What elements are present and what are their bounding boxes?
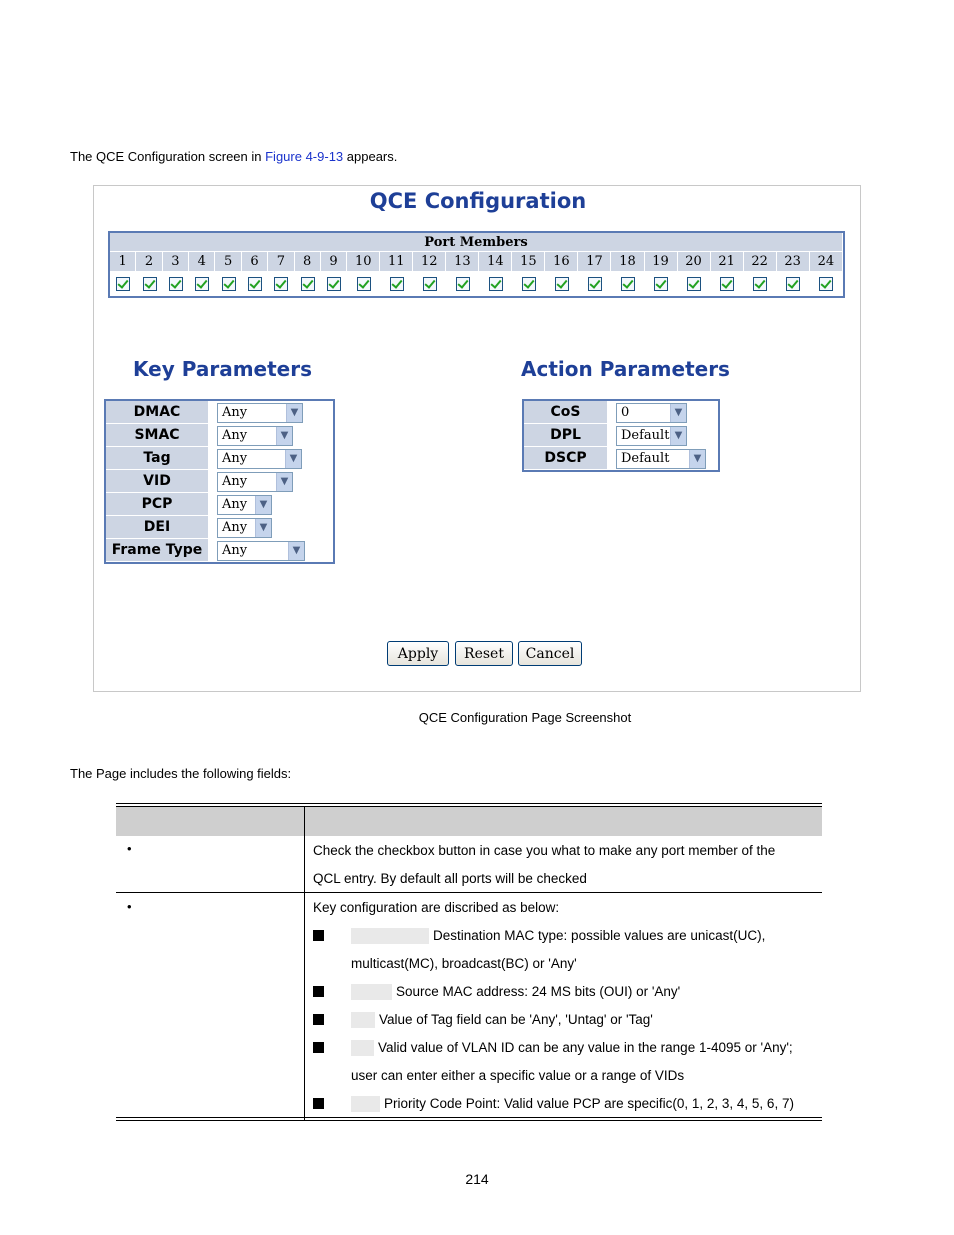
cancel-button[interactable]: Cancel (518, 641, 582, 666)
cos-select[interactable] (616, 403, 687, 423)
row2-bullet: • (127, 899, 132, 914)
port-number-23: 23 (777, 252, 810, 272)
tag-row (106, 447, 333, 470)
port-checkbox-cell-10 (347, 272, 380, 296)
frame-type-select[interactable] (217, 541, 305, 561)
port-checkbox-cell-22 (744, 272, 777, 296)
smac-row (106, 424, 333, 447)
port-checkbox-cell-1 (110, 272, 136, 296)
smac-select[interactable] (217, 426, 293, 446)
port-12-checkbox[interactable] (423, 277, 437, 291)
intro-before: The QCE Configuration screen in (70, 149, 266, 164)
dei-label: DEI (106, 516, 211, 539)
vid-select[interactable] (217, 472, 293, 492)
row1-desc-line2: QCL entry. By default all ports will be checked (313, 871, 587, 886)
dmac-value-cell (211, 401, 333, 424)
port-10-checkbox[interactable] (357, 277, 371, 291)
port-checkbox-cell-24 (810, 272, 843, 296)
port-5-checkbox[interactable] (222, 277, 236, 291)
dmac-row (106, 401, 333, 424)
port-checkbox-cell-7 (268, 272, 294, 296)
port-18-checkbox[interactable] (621, 277, 635, 291)
tag-value-cell (211, 447, 333, 470)
vid-row (106, 470, 333, 493)
port-8-checkbox[interactable] (301, 277, 315, 291)
pcp-desc (351, 1090, 794, 1118)
port-number-row (110, 252, 843, 272)
cos-label: CoS (524, 401, 610, 424)
port-number-1: 1 (110, 252, 136, 272)
port-number-19: 19 (645, 252, 678, 272)
action-parameters-table (522, 399, 720, 472)
dmac-select-value: Any (222, 405, 248, 420)
port-19-checkbox[interactable] (654, 277, 668, 291)
port-number-14: 14 (479, 252, 512, 272)
square-bullet-icon (313, 930, 324, 941)
square-bullet-icon (313, 1014, 324, 1025)
intro-text (70, 149, 397, 164)
dmac-desc-line1 (351, 922, 765, 950)
tag-select-value: Any (222, 451, 248, 466)
redacted-term (351, 928, 429, 944)
port-checkbox-cell-14 (479, 272, 512, 296)
port-21-checkbox[interactable] (720, 277, 734, 291)
chevron-down-icon[interactable]: ▼ (276, 427, 292, 445)
port-number-20: 20 (678, 252, 711, 272)
dscp-label: DSCP (524, 447, 610, 470)
apply-button[interactable]: Apply (387, 641, 449, 666)
chevron-down-icon[interactable]: ▼ (255, 519, 271, 537)
tag-label: Tag (106, 447, 211, 470)
port-number-22: 22 (744, 252, 777, 272)
key-parameters-title: Key Parameters (133, 357, 312, 381)
table-top-rule (116, 803, 822, 804)
port-checkbox-cell-9 (321, 272, 347, 296)
pcp-label: PCP (106, 493, 211, 516)
port-2-checkbox[interactable] (143, 277, 157, 291)
qce-title: QCE Configuration (369, 189, 587, 213)
port-checkbox-row (110, 272, 843, 296)
port-checkbox-cell-2 (136, 272, 162, 296)
square-bullet-icon (313, 986, 324, 997)
port-checkbox-cell-12 (413, 272, 446, 296)
intro-after: appears. (343, 149, 398, 164)
port-checkbox-cell-3 (163, 272, 189, 296)
port-checkbox-cell-13 (446, 272, 479, 296)
chevron-down-icon[interactable]: ▼ (670, 427, 686, 445)
port-number-13: 13 (446, 252, 479, 272)
port-checkbox-cell-11 (380, 272, 413, 296)
dscp-select[interactable] (616, 449, 706, 469)
action-parameters-title: Action Parameters (521, 357, 730, 381)
port-3-checkbox[interactable] (169, 277, 183, 291)
port-checkbox-cell-19 (645, 272, 678, 296)
row1-desc-line1: Check the checkbox button in case you what to make any port member of the (313, 843, 776, 858)
port-number-17: 17 (578, 252, 611, 272)
smac-select-value: Any (222, 428, 248, 443)
redacted-term (351, 1096, 380, 1112)
frame-type-value-cell (211, 539, 333, 562)
pcp-select-value: Any (222, 497, 248, 512)
cos-select-value: 0 (621, 405, 630, 420)
port-checkbox-cell-8 (295, 272, 321, 296)
qce-screenshot (93, 185, 861, 692)
port-checkbox-cell-6 (242, 272, 268, 296)
dscp-row (524, 447, 718, 470)
key-parameters-table (104, 399, 335, 564)
frame-type-label: Frame Type (106, 539, 211, 562)
pcp-row (106, 493, 333, 516)
dscp-select-value: Default (621, 451, 670, 466)
vid-desc-line2: user can enter either a specific value or a range of VIDs (351, 1068, 685, 1083)
figure-caption: QCE Configuration Page Screenshot (418, 710, 632, 725)
port-number-8: 8 (295, 252, 321, 272)
port-15-checkbox[interactable] (522, 277, 536, 291)
dmac-desc-line2: multicast(MC), broadcast(BC) or 'Any' (351, 956, 577, 971)
port-checkbox-cell-17 (578, 272, 611, 296)
redacted-term (351, 1012, 375, 1028)
cos-value-cell (610, 401, 718, 424)
port-checkbox-cell-18 (611, 272, 644, 296)
port-checkbox-cell-23 (777, 272, 810, 296)
pcp-desc-text: Priority Code Point: Valid value PCP are specific(0, 1, 2, 3, 4, 5, 6, 7) (384, 1096, 794, 1111)
port-11-checkbox[interactable] (390, 277, 404, 291)
port-number-2: 2 (136, 252, 162, 272)
row2-intro: Key configuration are discribed as below: (313, 900, 560, 915)
port-23-checkbox[interactable] (786, 277, 800, 291)
port-number-15: 15 (512, 252, 545, 272)
dpl-value-cell (610, 424, 718, 447)
smac-desc (351, 978, 680, 1006)
port-20-checkbox[interactable] (687, 277, 701, 291)
dmac-label: DMAC (106, 401, 211, 424)
dpl-select[interactable] (616, 426, 687, 446)
smac-value-cell (211, 424, 333, 447)
chevron-down-icon[interactable]: ▼ (255, 496, 271, 514)
smac-desc-text: Source MAC address: 24 MS bits (OUI) or 'Any' (396, 984, 681, 999)
dei-row (106, 516, 333, 539)
tag-desc (351, 1006, 653, 1034)
port-13-checkbox[interactable] (456, 277, 470, 291)
dei-select-value: Any (222, 520, 248, 535)
port-number-3: 3 (163, 252, 189, 272)
row-divider (116, 892, 822, 893)
port-checkbox-cell-20 (678, 272, 711, 296)
square-bullet-icon (313, 1098, 324, 1109)
port-number-18: 18 (611, 252, 644, 272)
dmac-select[interactable] (217, 403, 303, 423)
port-number-12: 12 (413, 252, 446, 272)
row1-bullet: • (127, 841, 132, 856)
reset-button[interactable]: Reset (455, 641, 513, 666)
page-number: 214 (465, 1171, 489, 1187)
port-checkbox-cell-15 (512, 272, 545, 296)
port-members-table (108, 231, 845, 298)
chevron-down-icon[interactable]: ▼ (689, 450, 705, 468)
port-checkbox-cell-4 (189, 272, 215, 296)
port-number-16: 16 (545, 252, 578, 272)
port-16-checkbox[interactable] (555, 277, 569, 291)
vid-value-cell (211, 470, 333, 493)
chevron-down-icon[interactable]: ▼ (286, 404, 302, 422)
dpl-label: DPL (524, 424, 610, 447)
redacted-term (351, 984, 392, 1000)
port-number-21: 21 (711, 252, 744, 272)
port-number-10: 10 (347, 252, 380, 272)
dpl-row (524, 424, 718, 447)
redacted-term (351, 1040, 374, 1056)
port-1-checkbox[interactable] (116, 277, 130, 291)
port-members-header: Port Members (110, 233, 843, 252)
port-checkbox-cell-5 (215, 272, 241, 296)
cos-row (524, 401, 718, 424)
frame-type-row (106, 539, 333, 562)
vid-select-value: Any (222, 474, 248, 489)
pcp-select[interactable] (217, 495, 272, 515)
vid-desc-text: Valid value of VLAN ID can be any value in the range 1-4095 or 'Any'; (378, 1040, 793, 1055)
dscp-value-cell (610, 447, 718, 470)
port-6-checkbox[interactable] (248, 277, 262, 291)
port-number-11: 11 (380, 252, 413, 272)
port-24-checkbox[interactable] (819, 277, 833, 291)
port-7-checkbox[interactable] (274, 277, 288, 291)
vid-desc-line1 (351, 1034, 793, 1062)
chevron-down-icon[interactable]: ▼ (276, 473, 292, 491)
smac-label: SMAC (106, 424, 211, 447)
dei-select[interactable] (217, 518, 272, 538)
port-number-24: 24 (810, 252, 843, 272)
fields-table (116, 803, 822, 1121)
frame-type-select-value: Any (222, 543, 248, 558)
figure-link[interactable]: Figure 4-9-13 (265, 149, 344, 164)
square-bullet-icon (313, 1042, 324, 1053)
port-number-7: 7 (268, 252, 294, 272)
chevron-down-icon[interactable]: ▼ (285, 450, 301, 468)
vid-label: VID (106, 470, 211, 493)
table-header-row (116, 806, 822, 836)
tag-desc-text: Value of Tag field can be 'Any', 'Untag' or 'Tag' (379, 1012, 653, 1027)
dpl-select-value: Default (621, 428, 670, 443)
port-22-checkbox[interactable] (753, 277, 767, 291)
port-number-5: 5 (215, 252, 241, 272)
dmac-desc-text: Destination MAC type: possible values are unicast(UC), (433, 928, 766, 943)
dei-value-cell (211, 516, 333, 539)
port-number-4: 4 (189, 252, 215, 272)
port-9-checkbox[interactable] (327, 277, 341, 291)
chevron-down-icon[interactable]: ▼ (288, 542, 304, 560)
pcp-value-cell (211, 493, 333, 516)
port-4-checkbox[interactable] (195, 277, 209, 291)
port-number-9: 9 (321, 252, 347, 272)
chevron-down-icon[interactable]: ▼ (670, 404, 686, 422)
port-checkbox-cell-21 (711, 272, 744, 296)
port-number-6: 6 (242, 252, 268, 272)
port-14-checkbox[interactable] (489, 277, 503, 291)
port-17-checkbox[interactable] (588, 277, 602, 291)
table-bottom-rule (116, 1117, 822, 1121)
tag-select[interactable] (217, 449, 302, 469)
port-checkbox-cell-16 (545, 272, 578, 296)
fields-intro: The Page includes the following fields: (70, 766, 292, 781)
column-divider (304, 806, 305, 1120)
